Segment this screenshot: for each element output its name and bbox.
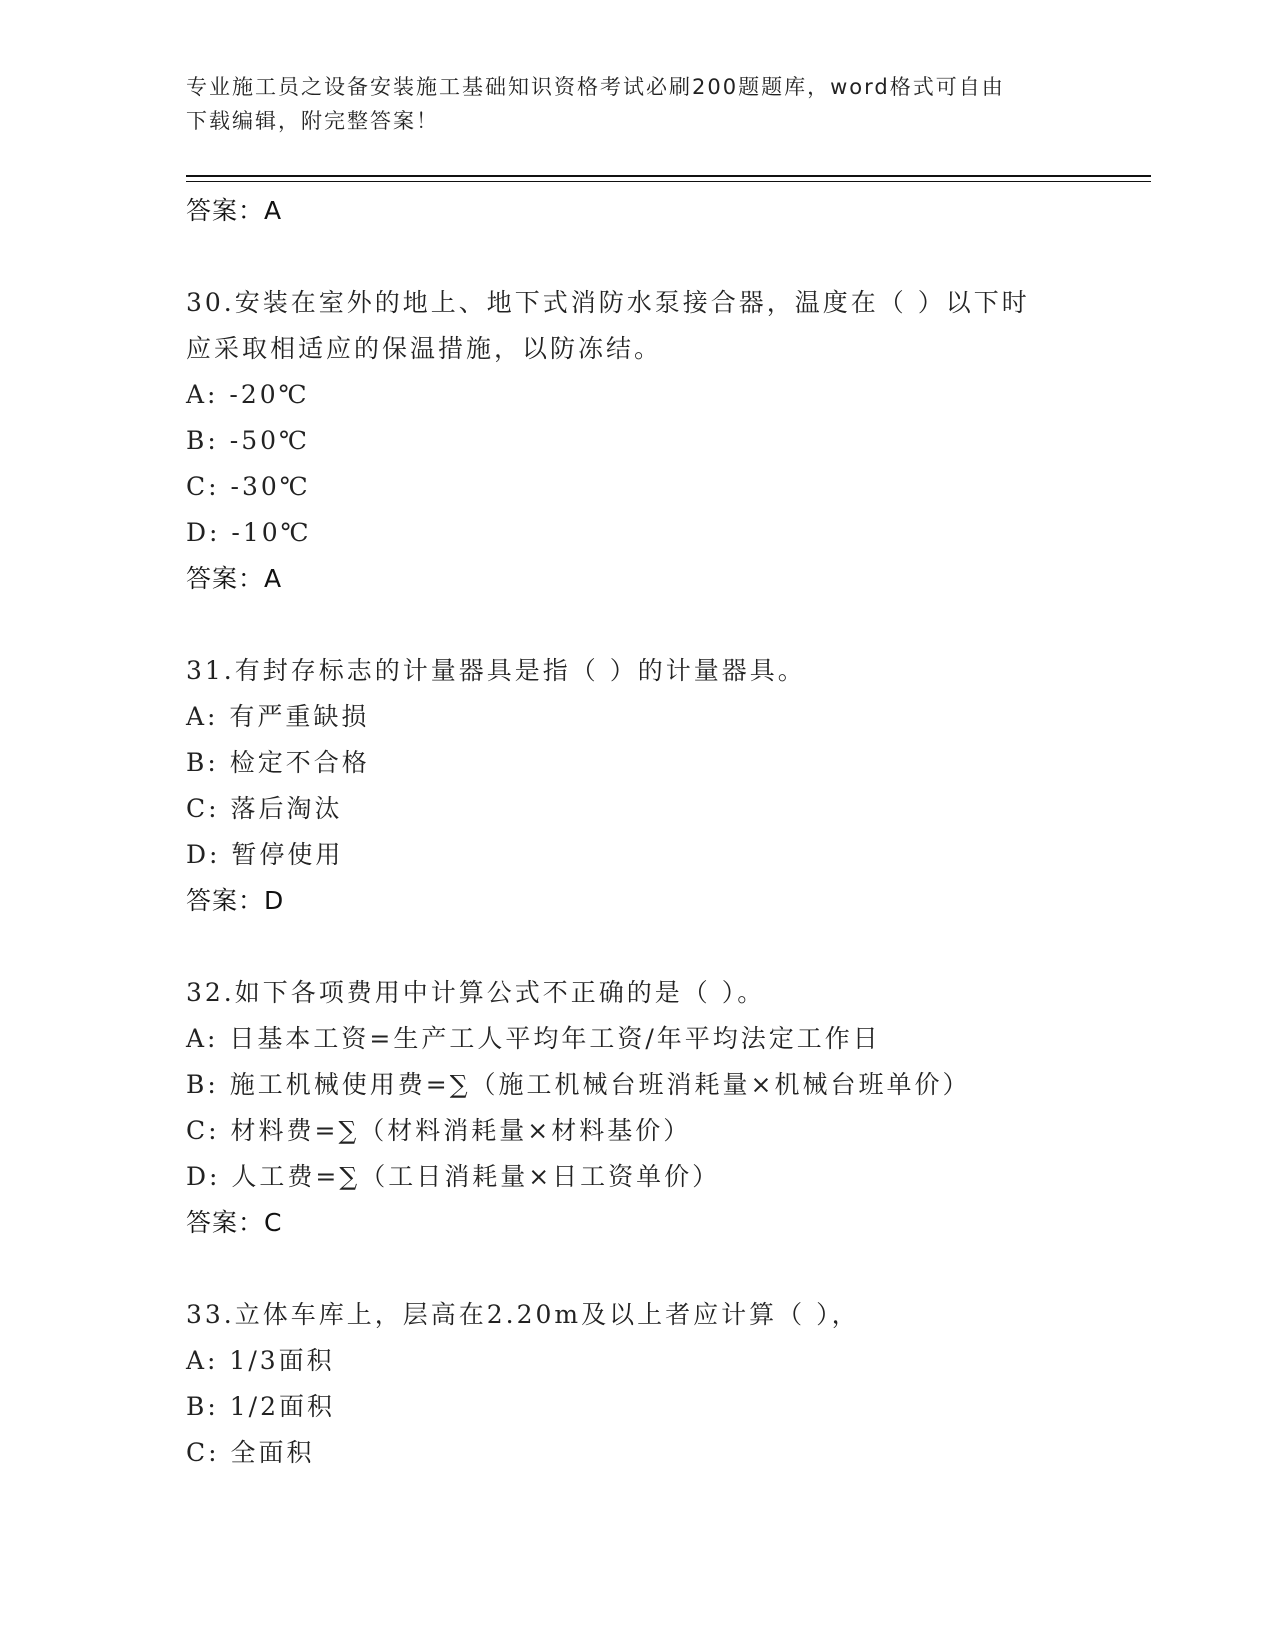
spacer xyxy=(186,924,1086,970)
option-a: A: 日基本工资=生产工人平均年工资/年平均法定工作日 xyxy=(186,1024,881,1053)
header-line-2: 下载编辑，附完整答案！ xyxy=(186,109,439,133)
answer-label: 答案：A xyxy=(186,564,283,593)
option-b: B: 1/2面积 xyxy=(186,1392,335,1421)
previous-answer: 答案：A xyxy=(186,196,283,225)
answer-label: 答案：D xyxy=(186,886,285,915)
option-c: C: 全面积 xyxy=(186,1438,315,1467)
option-c: C: -30℃ xyxy=(186,472,311,501)
question-list xyxy=(186,188,1086,1476)
option-c: C: 落后淘汰 xyxy=(186,794,343,823)
document-header xyxy=(186,70,1086,138)
question-33 xyxy=(186,1292,1086,1476)
option-d: D: -10℃ xyxy=(186,518,312,547)
option-a: A: 有严重缺损 xyxy=(186,702,370,731)
spacer xyxy=(186,234,1086,280)
question-stem: 31.有封存标志的计量器具是指（ ）的计量器具。 xyxy=(186,656,806,685)
question-31 xyxy=(186,648,1086,924)
answer-label: 答案：C xyxy=(186,1208,283,1237)
option-d: D: 人工费=∑（工日消耗量×日工资单价） xyxy=(186,1162,721,1191)
spacer xyxy=(186,602,1086,648)
question-stem-continued: 应采取相适应的保温措施，以防冻结。 xyxy=(186,334,663,363)
option-b: B: 检定不合格 xyxy=(186,748,370,777)
option-b: B: -50℃ xyxy=(186,426,310,455)
option-d: D: 暂停使用 xyxy=(186,840,344,869)
option-a: A: 1/3面积 xyxy=(186,1346,335,1375)
header-line-1: 专业施工员之设备安装施工基础知识资格考试必刷200题题库，word格式可自由 xyxy=(186,75,1005,99)
header-divider-thin xyxy=(186,181,1151,182)
option-a: A: -20℃ xyxy=(186,380,310,409)
question-32 xyxy=(186,970,1086,1246)
question-stem: 32.如下各项费用中计算公式不正确的是（ ）。 xyxy=(186,978,766,1007)
spacer xyxy=(186,1246,1086,1292)
question-stem: 30.安装在室外的地上、地下式消防水泵接合器，温度在（ ）以下时 xyxy=(186,288,1030,317)
question-stem: 33.立体车库上，层高在2.20m及以上者应计算（ ）， xyxy=(186,1300,860,1329)
question-30 xyxy=(186,280,1086,602)
option-b: B: 施工机械使用费=∑（施工机械台班消耗量×机械台班单价） xyxy=(186,1070,971,1099)
option-c: C: 材料费=∑（材料消耗量×材料基价） xyxy=(186,1116,692,1145)
header-divider-thick xyxy=(186,175,1151,177)
